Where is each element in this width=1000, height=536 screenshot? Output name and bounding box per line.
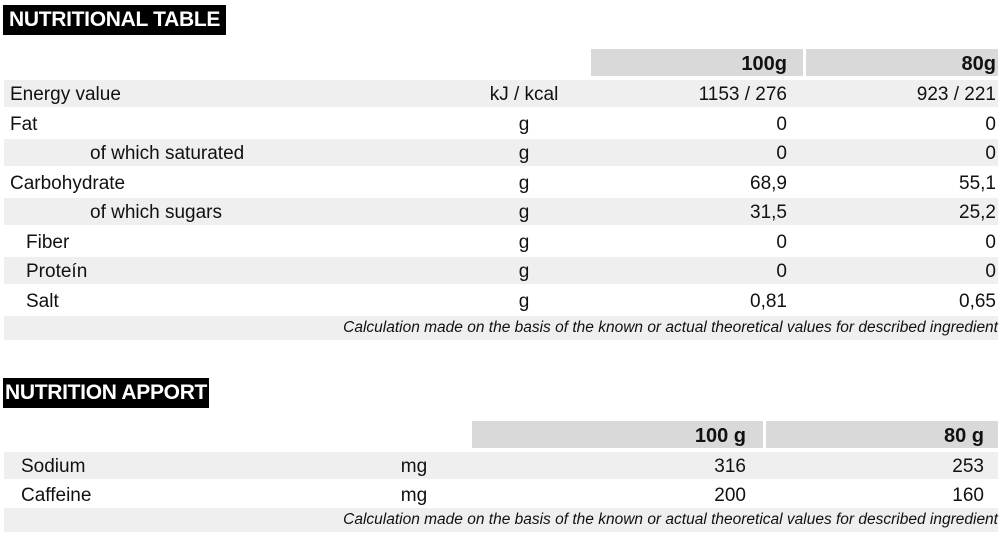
row-unit: g: [518, 113, 530, 135]
row-value-80g: 923 / 221: [916, 84, 996, 105]
row-value-80g: 0: [985, 113, 996, 135]
row-unit: g: [518, 172, 530, 194]
row-label: Salt: [26, 290, 59, 312]
row-value-100g: 31,5: [750, 202, 787, 223]
row-label: Fiber: [26, 231, 70, 253]
row-value-80g: 0: [985, 143, 996, 164]
row-value-100g: 200: [714, 485, 746, 506]
row-label: Energy value: [10, 84, 121, 105]
row-value-80g: 25,2: [959, 202, 996, 223]
table1-row: [4, 257, 998, 284]
row-label: Carbohydrate: [10, 172, 126, 194]
row-unit: mg: [400, 485, 428, 506]
row-value-80g: 55,1: [959, 172, 996, 194]
table1-row: [4, 80, 998, 107]
row-unit: g: [518, 231, 530, 253]
row-value-80g: 0,65: [959, 290, 996, 312]
table2-footnote: Calculation made on the basis of the known or actual theoretical values for described ingredient: [4, 508, 998, 532]
row-label: Caffeine: [21, 485, 92, 506]
table1-footnote: Calculation made on the basis of the known or actual theoretical values for described ingredient: [4, 316, 998, 340]
table1-row: [4, 228, 998, 255]
row-value-100g: 0: [776, 261, 787, 282]
row-value-100g: 0: [776, 113, 787, 135]
row-unit: kJ / kcal: [489, 84, 559, 105]
row-label: of which sugars: [90, 202, 223, 223]
row-unit: g: [518, 202, 530, 223]
table1-row: [4, 169, 998, 196]
table1-col-80g: 80g: [961, 53, 996, 75]
row-unit: g: [518, 143, 530, 164]
table1-header-row: [591, 49, 998, 76]
table2-col-100g: 100 g: [694, 425, 746, 447]
nutrition-apport-title: NUTRITION APPORT: [3, 378, 209, 408]
row-label: Sodium: [21, 456, 86, 477]
table2-col-80g: 80 g: [943, 425, 984, 447]
row-value-80g: 253: [952, 456, 984, 477]
table1-row: [4, 198, 998, 225]
row-unit: g: [518, 290, 530, 312]
row-value-100g: 316: [714, 456, 746, 477]
row-label: Fat: [10, 113, 38, 135]
nutritional-table-title: NUTRITIONAL TABLE: [3, 5, 226, 35]
row-value-80g: 160: [952, 485, 984, 506]
row-value-100g: 68,9: [750, 172, 787, 194]
row-value-100g: 1153 / 276: [698, 84, 787, 105]
row-label: of which saturated: [90, 143, 245, 164]
table2-header-row: [472, 421, 998, 448]
row-value-100g: 0: [776, 231, 787, 253]
row-label: Proteín: [26, 261, 88, 282]
table1-row: [4, 287, 998, 314]
table2-row: [4, 481, 998, 508]
row-value-80g: 0: [985, 261, 996, 282]
table1-row: [4, 139, 998, 166]
row-value-80g: 0: [985, 231, 996, 253]
table1-col-100g: 100g: [741, 53, 787, 75]
row-unit: mg: [400, 456, 428, 477]
row-unit: g: [518, 261, 530, 282]
row-value-100g: 0,81: [750, 290, 787, 312]
table1-row: [4, 110, 998, 137]
table2-row: [4, 452, 998, 479]
row-value-100g: 0: [776, 143, 787, 164]
